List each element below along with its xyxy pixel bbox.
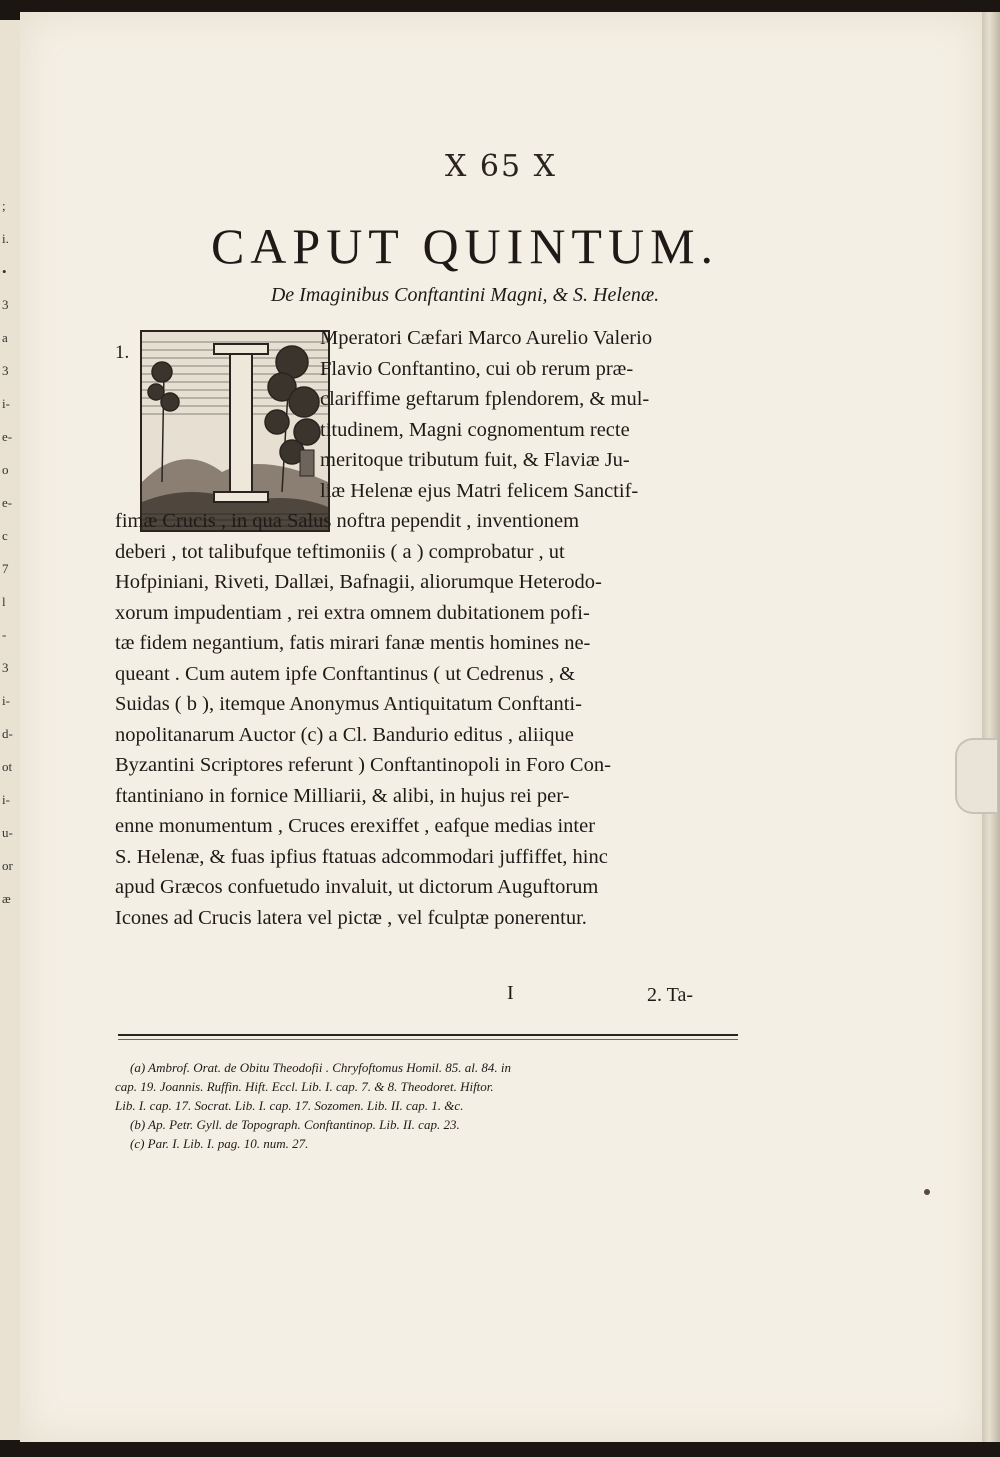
margin-fragment: i- (2, 396, 10, 411)
margin-fragment: 3 (2, 363, 9, 378)
text-line: fimæ Crucis , in qua Salus noftra pependit , inventionem (115, 510, 580, 532)
text-line: deberi , tot talibufque teftimoniis ( a ) comprobatur , ut (115, 540, 565, 563)
margin-fragment: i. (2, 231, 9, 246)
text-line: clariffime geftarum fplendorem, & mul- (320, 388, 650, 410)
footnote-line: cap. 19. Joannis. Ruffin. Hift. Eccl. Lib. I. cap. 7. & 8. Theodoret. Hiftor. (115, 1079, 494, 1094)
chapter-subtitle: De Imaginibus Conftantini Magni, & S. Helenæ. (270, 284, 660, 306)
footnote-rule-thin (118, 1039, 738, 1040)
text-line: meritoque tributum fuit, & Flaviæ Ju- (320, 449, 630, 471)
text-line: Hofpiniani, Riveti, Dallæi, Bafnagii, aliorumque Heterodo- (115, 571, 602, 593)
previous-page-edge (0, 20, 20, 1440)
text-line: ftantiniano in fornice Milliarii, & alibi, in hujus rei per- (115, 784, 570, 807)
margin-fragment: a (2, 330, 8, 345)
text-line: xorum impudentiam , rei extra omnem dubitationem pofi- (115, 601, 590, 624)
margin-fragment: l (2, 594, 6, 609)
margin-fragment: i- (2, 693, 10, 708)
margin-fragment: 3 (2, 660, 9, 675)
text-line: Flavio Conftantino, cui ob rerum præ- (320, 357, 634, 380)
footnote-line: (a) Ambrof. Orat. de Obitu Theodofii . Chryfoftomus Homil. 85. al. 84. in (130, 1060, 511, 1075)
catchword: 2. Ta- (647, 984, 693, 1006)
margin-fragment: i- (2, 792, 10, 807)
page-clip (955, 738, 997, 814)
margin-fragment: d- (2, 726, 13, 741)
text-line: Icones ad Crucis latera vel pictæ , vel fculptæ ponerentur. (115, 906, 587, 929)
margin-fragment: c (2, 528, 8, 543)
running-head: X 65 X (445, 149, 557, 184)
text-line: titudinem, Magni cognomentum recte (320, 418, 630, 441)
margin-fragment: æ (2, 891, 11, 906)
margin-fragment: ot (2, 759, 13, 774)
text-line: Byzantini Scriptores referunt ) Conftantinopoli in Foro Con- (115, 754, 611, 776)
signature-mark: I (507, 982, 514, 1004)
margin-fragment: 3 (2, 297, 9, 312)
text-line: tæ fidem negantium, fatis mirari fanæ mentis homines ne- (115, 632, 591, 654)
text-line: Suidas ( b ), itemque Anonymus Antiquitatum Conftanti- (115, 693, 582, 715)
margin-fragment: e- (2, 495, 13, 510)
margin-fragment: • (2, 264, 7, 279)
footnote-rule (118, 1034, 738, 1036)
text-line: nopolitanarum Auctor (c) a Cl. Bandurio editus , aliique (115, 723, 574, 746)
paragraph-number: 1. (115, 342, 130, 363)
decorated-initial (140, 330, 330, 532)
margin-fragment: or (2, 858, 13, 873)
margin-fragment: ; (2, 198, 6, 213)
footnote-line: (c) Par. I. Lib. I. pag. 10. num. 27. (130, 1136, 309, 1151)
text-line: liæ Helenæ ejus Matri felicem Sanctif- (320, 479, 639, 502)
chapter-title: CAPUT QUINTUM. (210, 218, 720, 274)
footnote-line: Lib. I. cap. 17. Socrat. Lib. I. cap. 17. Sozomen. Lib. II. cap. 1. &c. (115, 1098, 464, 1113)
book-page (20, 12, 982, 1442)
margin-fragment: - (2, 627, 7, 642)
margin-fragment: o (2, 462, 9, 477)
footnote-line: (b) Ap. Petr. Gyll. de Topograph. Conftantinop. Lib. II. cap. 23. (130, 1117, 460, 1132)
text-line: enne monumentum , Cruces erexiffet , eafque medias inter (115, 815, 596, 837)
margin-fragment: e- (2, 429, 13, 444)
ink-spot (924, 1189, 930, 1195)
margin-fragment: 7 (2, 561, 9, 576)
text-line: apud Græcos confuetudo invaluit, ut dictorum Auguftorum (115, 876, 599, 898)
text-line: S. Helenæ, & fuas ipfius ftatuas adcommodari juffiffet, hinc (115, 845, 608, 868)
text-line: queant . Cum autem ipfe Conftantinus ( ut Cedrenus , & (115, 662, 576, 685)
margin-fragment: u- (2, 825, 13, 840)
text-line: Mperatori Cæfari Marco Aurelio Valerio (320, 327, 653, 349)
initial-landscape-illustration (142, 332, 328, 530)
page-stack-edge (982, 12, 1000, 1442)
